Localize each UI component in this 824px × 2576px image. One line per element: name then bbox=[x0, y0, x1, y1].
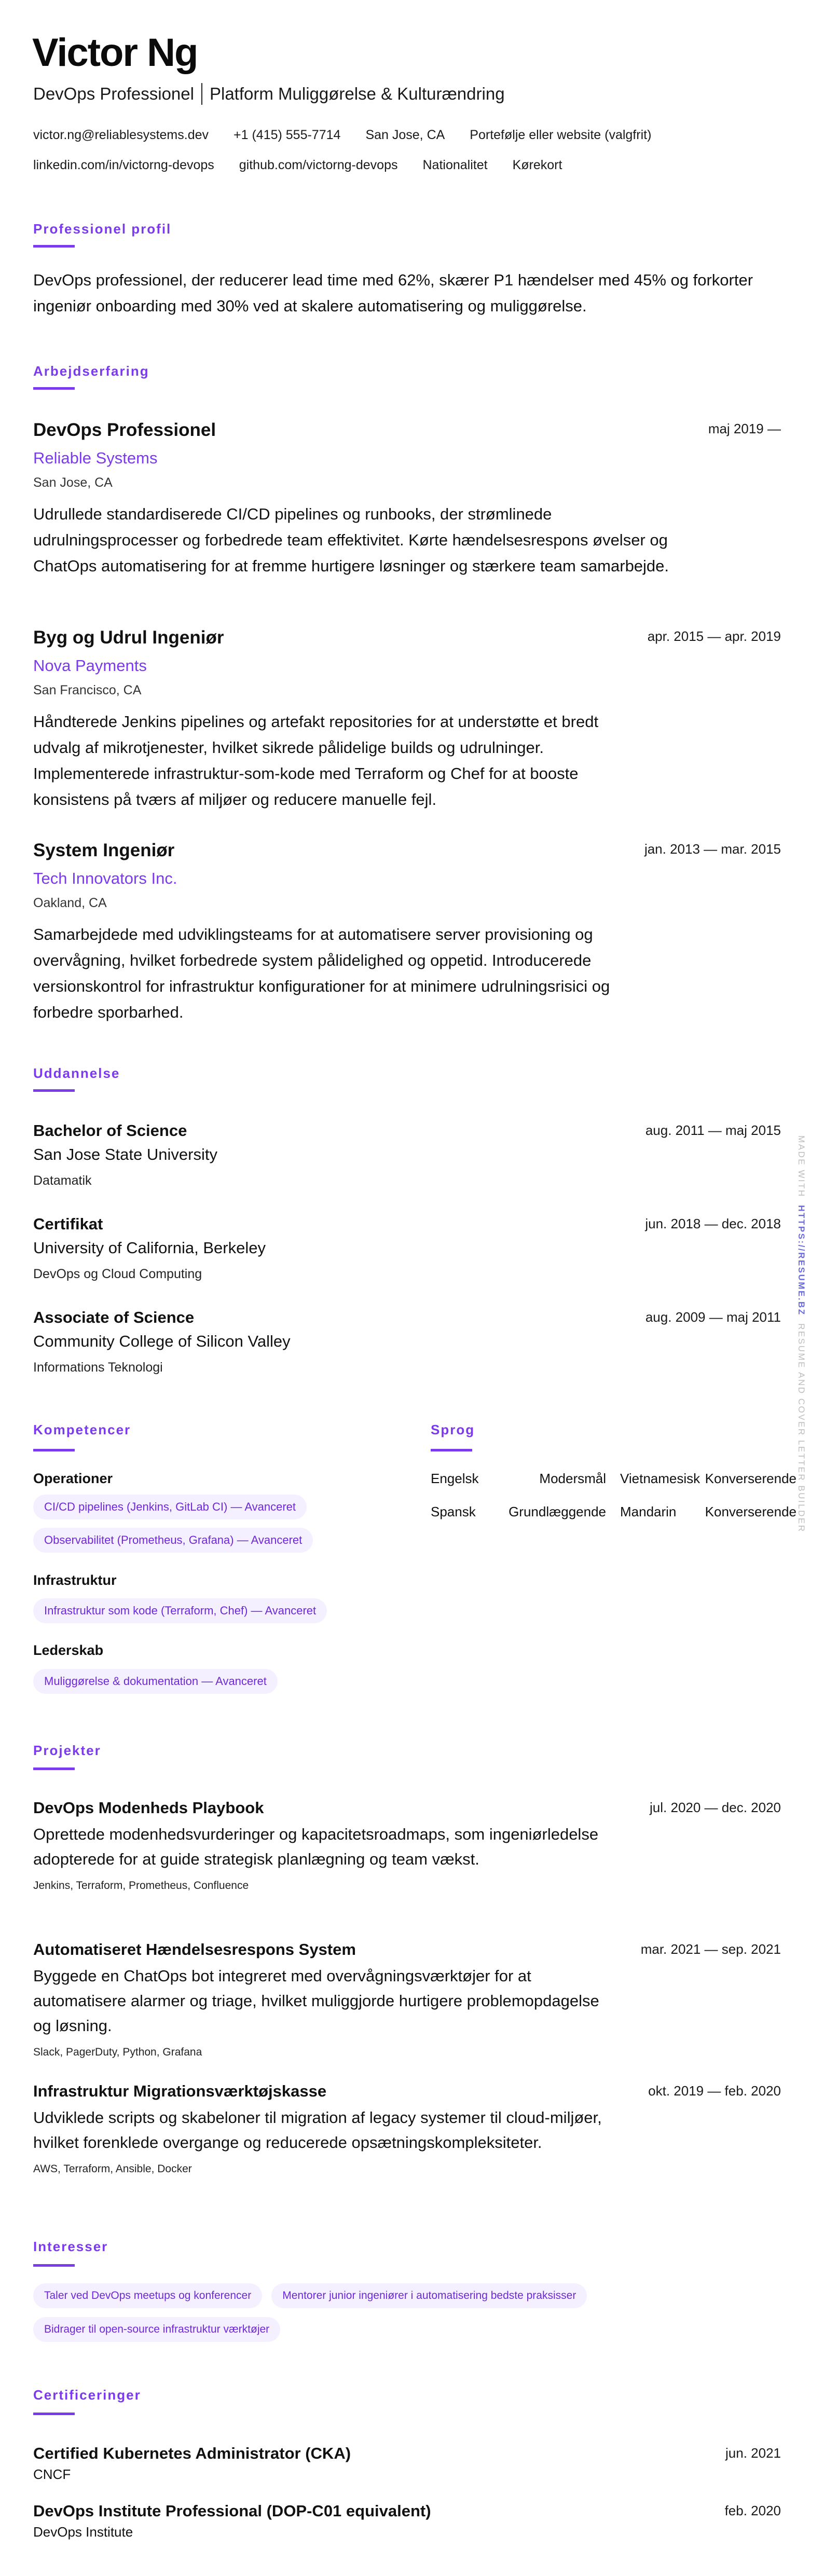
education-date: aug. 2011 — maj 2015 bbox=[645, 1122, 781, 1138]
skill-pill: Observabilitet (Prometheus, Grafana) — Avanceret bbox=[33, 1528, 313, 1553]
project-date: okt. 2019 — feb. 2020 bbox=[648, 2083, 781, 2099]
education-school: San Jose State University bbox=[33, 1145, 217, 1163]
language-name: Vietnamesisk bbox=[620, 1471, 701, 1486]
job-title: Byg og Udrul Ingeniør bbox=[33, 627, 224, 648]
education-school: Community College of Silicon Valley bbox=[33, 1332, 291, 1350]
project-title: Infrastruktur Migrationsværktøjskasse bbox=[33, 2082, 327, 2100]
contact-email[interactable]: victor.ng@reliablesystems.dev bbox=[33, 128, 209, 142]
job-description: Håndterede Jenkins pipelines og artefakt repositories for at understøtte et bredt udvalg af mikrotjenester, hvilket sikrede pålidelige builds og udrulninger. Implementerede infrastruktur-som-kode med Terraform og Chef for at booste konsistens på tværs af miljøer og reducere manuelle fejl. bbox=[33, 712, 599, 809]
interest-list bbox=[33, 2283, 760, 2342]
education-field: Informations Teknologi bbox=[33, 1360, 163, 1375]
job-date: maj 2019 — bbox=[708, 421, 781, 436]
skill-group-leadership: Lederskab bbox=[33, 1642, 104, 1658]
language-item bbox=[431, 1503, 606, 1520]
project-date: mar. 2021 — sep. 2021 bbox=[640, 1941, 781, 1957]
watermark-link[interactable]: HTTPS://RESUME.BZ bbox=[796, 1205, 806, 1316]
interest-pill: Mentorer junior ingeniører i automatisering bedste praksisser bbox=[271, 2283, 587, 2308]
project-description: Udviklede scripts og skabeloner til migration af legacy systemer til cloud-miljøer, hvilket forenklede overgange og reducerede opsætningskompleksiteter. bbox=[33, 2108, 602, 2152]
watermark-suffix: RESUME AND COVER LETTER BUILDER bbox=[796, 1323, 806, 1533]
section-underline bbox=[33, 1767, 75, 1770]
contact-row-2 bbox=[33, 157, 562, 173]
language-level: Modersmål bbox=[539, 1471, 606, 1486]
job-company: Tech Innovators Inc. bbox=[33, 869, 177, 887]
job-location: San Jose, CA bbox=[33, 475, 113, 490]
skill-group-infrastructure: Infrastruktur bbox=[33, 1572, 117, 1588]
job-description: Udrullede standardiserede CI/CD pipelines og runbooks, der strømlinede udrulningsprocesser og forbedrede team effektivitet. Kørte hændelsesrespons øvelser og ChatOps automatisering for at fremme hurtigere løsninger og stærkere team samarbejde. bbox=[33, 505, 669, 575]
certification-title: Certified Kubernetes Administrator (CKA) bbox=[33, 2444, 351, 2462]
section-heading-education: Uddannelse bbox=[33, 1065, 120, 1081]
section-heading-experience: Arbejdserfaring bbox=[33, 363, 149, 379]
job-date: jan. 2013 — mar. 2015 bbox=[644, 841, 781, 857]
project-entry bbox=[33, 1798, 781, 1893]
headline bbox=[33, 83, 505, 105]
contact-phone[interactable]: +1 (415) 555-7714 bbox=[234, 128, 341, 142]
project-tags: AWS, Terraform, Ansible, Docker bbox=[33, 2163, 192, 2175]
job-company: Nova Payments bbox=[33, 656, 147, 675]
education-degree: Certifikat bbox=[33, 1215, 103, 1233]
education-entry bbox=[33, 1120, 781, 1189]
certification-entry bbox=[33, 2501, 781, 2540]
skill-pill: Infrastruktur som kode (Terraform, Chef) — Avanceret bbox=[33, 1598, 327, 1623]
language-item bbox=[620, 1503, 796, 1520]
job-description: Samarbejdede med udviklingsteams for at automatisere server provisioning og overvågning, hvilket forbedrede system pålidelighed og oppetid. Introducerede versionskontrol for infrastruktur konfigurationer for at minimere udrulningsrisici og forbedre sporbarhed. bbox=[33, 925, 610, 1021]
certification-entry bbox=[33, 2443, 781, 2483]
section-underline bbox=[33, 1089, 75, 1092]
contact-row-1 bbox=[33, 127, 651, 143]
job-title: System Ingeniør bbox=[33, 840, 175, 860]
job-location: Oakland, CA bbox=[33, 896, 107, 910]
certification-issuer: DevOps Institute bbox=[33, 2524, 133, 2540]
language-level: Grundlæggende bbox=[509, 1504, 606, 1519]
language-name: Mandarin bbox=[620, 1504, 677, 1519]
education-entry bbox=[33, 1214, 781, 1282]
job-entry bbox=[33, 419, 781, 579]
candidate-name: Victor Ng bbox=[32, 31, 198, 75]
certification-title: DevOps Institute Professional (DOP-C01 equivalent) bbox=[33, 2502, 431, 2520]
section-heading-projects: Projekter bbox=[33, 1743, 101, 1758]
interest-pill: Taler ved DevOps meetups og konferencer bbox=[33, 2283, 262, 2308]
education-date: aug. 2009 — maj 2011 bbox=[645, 1309, 781, 1325]
language-item bbox=[431, 1470, 606, 1487]
section-heading-languages: Sprog bbox=[431, 1422, 475, 1437]
education-school: University of California, Berkeley bbox=[33, 1239, 266, 1257]
contact-nationality: Nationalitet bbox=[422, 158, 488, 172]
section-underline bbox=[33, 2413, 75, 2415]
education-entry bbox=[33, 1307, 781, 1376]
education-field: DevOps og Cloud Computing bbox=[33, 1267, 202, 1281]
interest-pill: Bidrager til open-source infrastruktur værktøjer bbox=[33, 2317, 280, 2342]
skill-pill: CI/CD pipelines (Jenkins, GitLab CI) — Avanceret bbox=[33, 1495, 307, 1519]
section-underline bbox=[33, 2264, 75, 2267]
contact-location: San Jose, CA bbox=[365, 128, 445, 142]
education-degree: Bachelor of Science bbox=[33, 1121, 187, 1140]
profile-summary: DevOps professionel, der reducerer lead time med 62%, skærer P1 hændelser med 45% og forkorter ingeniør onboarding med 30% ved at skalere automatisering og muliggørelse. bbox=[33, 271, 753, 315]
project-title: DevOps Modenheds Playbook bbox=[33, 1799, 264, 1817]
language-level: Konverserende bbox=[705, 1504, 796, 1519]
section-heading-interests: Interesser bbox=[33, 2239, 108, 2254]
education-degree: Associate of Science bbox=[33, 1308, 195, 1326]
job-entry bbox=[33, 839, 781, 1025]
section-underline bbox=[33, 245, 75, 248]
job-company: Reliable Systems bbox=[33, 449, 158, 467]
headline-role: DevOps Professionel bbox=[33, 84, 194, 103]
language-row bbox=[431, 1470, 796, 1487]
certification-date: feb. 2020 bbox=[724, 2503, 781, 2518]
project-entry bbox=[33, 2081, 781, 2176]
skill-group-operations: Operationer bbox=[33, 1471, 113, 1486]
language-level: Konverserende bbox=[705, 1471, 796, 1486]
headline-divider bbox=[201, 83, 202, 105]
section-heading-profile: Professionel profil bbox=[33, 221, 172, 237]
headline-focus: Platform Muliggørelse & Kulturændring bbox=[209, 84, 505, 103]
job-title: DevOps Professionel bbox=[33, 420, 216, 440]
project-entry bbox=[33, 1939, 781, 2060]
language-item bbox=[620, 1470, 796, 1487]
project-date: jul. 2020 — dec. 2020 bbox=[650, 1800, 781, 1815]
section-heading-skills: Kompetencer bbox=[33, 1422, 131, 1437]
education-field: Datamatik bbox=[33, 1173, 92, 1188]
project-tags: Slack, PagerDuty, Python, Grafana bbox=[33, 2046, 202, 2058]
certification-date: jun. 2021 bbox=[725, 2445, 781, 2461]
language-name: Spansk bbox=[431, 1504, 476, 1519]
contact-portfolio[interactable]: Portefølje eller website (valgfrit) bbox=[470, 128, 652, 142]
section-underline bbox=[33, 1449, 75, 1451]
watermark-prefix: MADE WITH bbox=[796, 1135, 806, 1198]
job-location: San Francisco, CA bbox=[33, 683, 142, 697]
section-underline bbox=[33, 387, 75, 390]
contact-github[interactable]: github.com/victorng-devops bbox=[239, 158, 398, 172]
language-name: Engelsk bbox=[431, 1471, 479, 1486]
section-underline bbox=[431, 1449, 472, 1451]
section-heading-certifications: Certificeringer bbox=[33, 2387, 141, 2403]
job-entry bbox=[33, 626, 781, 813]
project-description: Byggede en ChatOps bot integreret med overvågningsværktøjer for at automatisere alarmer og triage, hvilket muliggjorde hurtigere problemopdagelse og løsning. bbox=[33, 1967, 599, 2035]
project-title: Automatiseret Hændelsesrespons System bbox=[33, 1940, 356, 1958]
certification-issuer: CNCF bbox=[33, 2467, 71, 2482]
watermark bbox=[796, 1135, 806, 1533]
project-tags: Jenkins, Terraform, Prometheus, Confluence bbox=[33, 1880, 249, 1892]
job-date: apr. 2015 — apr. 2019 bbox=[647, 628, 781, 644]
language-row bbox=[431, 1503, 796, 1520]
skill-pill: Muliggørelse & dokumentation — Avanceret bbox=[33, 1669, 278, 1694]
contact-license: Kørekort bbox=[512, 158, 562, 172]
contact-linkedin[interactable]: linkedin.com/in/victorng-devops bbox=[33, 158, 214, 172]
education-date: jun. 2018 — dec. 2018 bbox=[645, 1216, 781, 1231]
project-description: Oprettede modenhedsvurderinger og kapacitetsroadmaps, som ingeniørledelse adopterede for at guide strategisk planlægning og team vækst. bbox=[33, 1825, 599, 1868]
